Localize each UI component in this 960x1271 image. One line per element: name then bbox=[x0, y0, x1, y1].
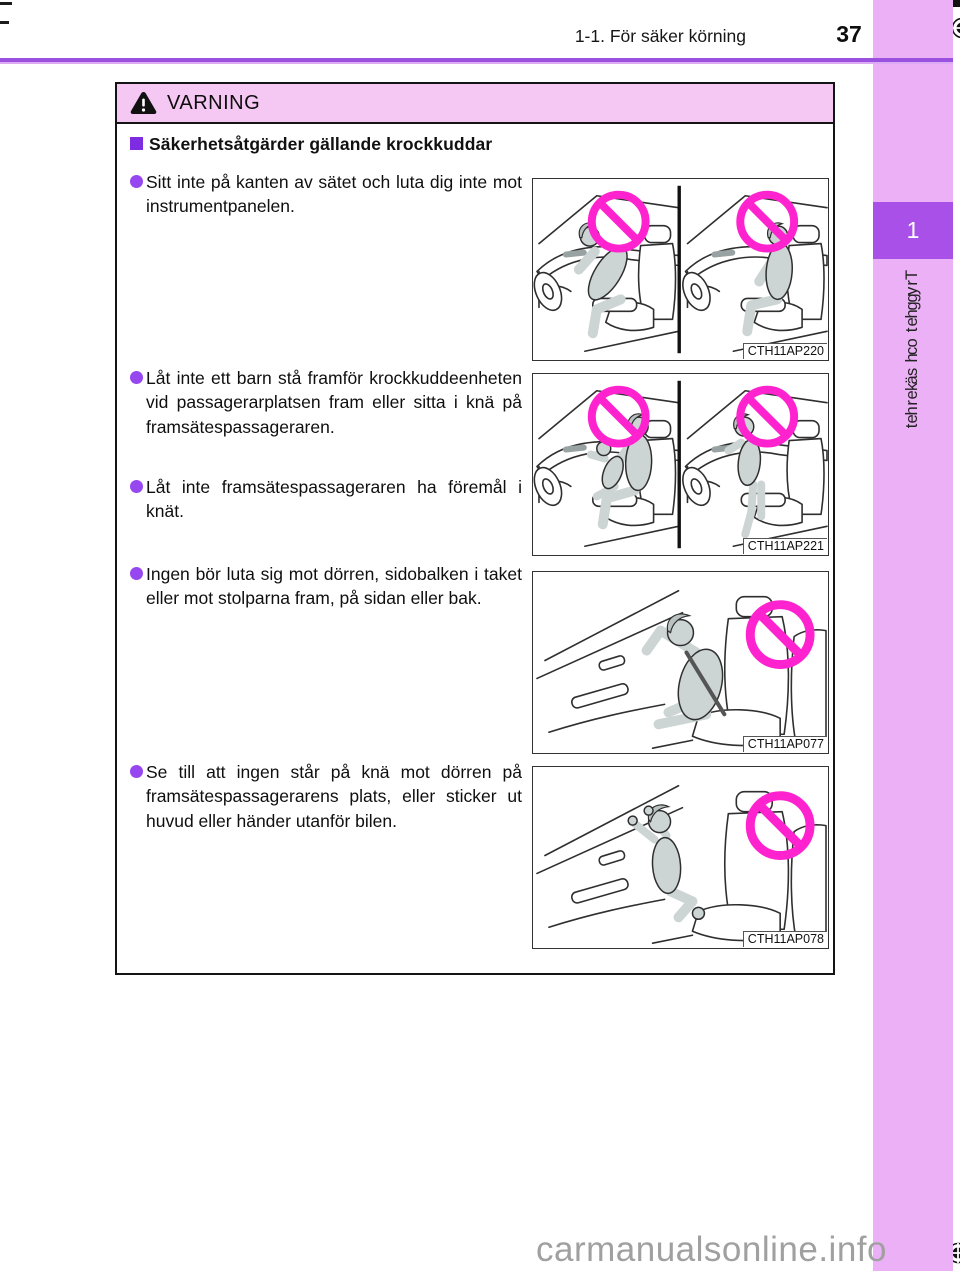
warning-item-text: Ingen bör luta sig mot dörren, sidobalken i taket eller mot stolparna fram, på sidan eller bak. bbox=[146, 564, 522, 609]
warning-item bbox=[130, 475, 523, 524]
warning-item bbox=[130, 170, 523, 219]
bullet-icon bbox=[130, 371, 143, 384]
figure-caption: CTH11AP220 bbox=[743, 343, 827, 359]
chapter-title-vertical: T r y g g h e t o c h s ä k e r h e t bbox=[903, 269, 922, 429]
warning-subheading bbox=[130, 134, 492, 155]
no-entry-icon bbox=[740, 390, 794, 444]
warning-title: VARNING bbox=[167, 91, 261, 114]
bullet-icon bbox=[130, 480, 143, 493]
chapter-number: 1 bbox=[906, 217, 920, 243]
bullet-icon bbox=[130, 175, 143, 188]
chapter-sidebar bbox=[873, 0, 953, 1271]
person-child-kneeling bbox=[628, 805, 704, 919]
bullet-icon bbox=[130, 765, 143, 778]
person-leaning-on-door bbox=[647, 614, 730, 724]
illustration-kneeling-at-door bbox=[532, 766, 829, 949]
figure-caption: CTH11AP077 bbox=[743, 736, 827, 752]
warning-item-text: Se till att ingen står på knä mot dörren på framsätespassagerarens plats, eller sticker ut huvud eller händer utanför bilen. bbox=[146, 762, 522, 831]
warning-item-text: Sitt inte på kanten av sätet och luta dig inte mot instrumentpanelen. bbox=[146, 172, 522, 217]
illustration-child-at-airbag bbox=[532, 373, 829, 556]
warning-header bbox=[117, 84, 833, 124]
header-rule bbox=[0, 58, 953, 64]
page-number: 37 bbox=[836, 21, 862, 47]
bullet-icon bbox=[130, 567, 143, 580]
warning-item bbox=[130, 366, 523, 439]
no-entry-icon bbox=[592, 195, 646, 249]
square-bullet-icon bbox=[130, 137, 143, 150]
figure-caption: CTH11AP078 bbox=[743, 931, 827, 947]
warning-box bbox=[115, 82, 835, 975]
figure-caption: CTH11AP221 bbox=[743, 538, 827, 554]
no-entry-icon bbox=[740, 195, 794, 249]
crop-mark-icon bbox=[0, 2, 12, 5]
warning-item bbox=[130, 562, 523, 611]
warning-subheading-text: Säkerhetsåtgärder gällande krockkuddar bbox=[149, 134, 493, 154]
warning-item-text: Låt inte framsätespassageraren ha föremål i knät. bbox=[146, 477, 522, 522]
crop-mark-icon bbox=[0, 21, 9, 24]
warning-triangle-icon bbox=[130, 91, 157, 115]
header-section-title: 1-1. För säker körning bbox=[574, 26, 746, 46]
warning-item-text: Låt inte ett barn stå framför krockkuddeenheten vid passagerarplatsen fram eller sitta i knä på framsätespassageraren. bbox=[146, 368, 522, 437]
warning-item bbox=[130, 760, 523, 833]
illustration-lean-on-door bbox=[532, 571, 829, 754]
site-watermark: carmanualsonline.info bbox=[536, 1230, 887, 1269]
illustration-seat-edge-lean bbox=[532, 178, 829, 361]
